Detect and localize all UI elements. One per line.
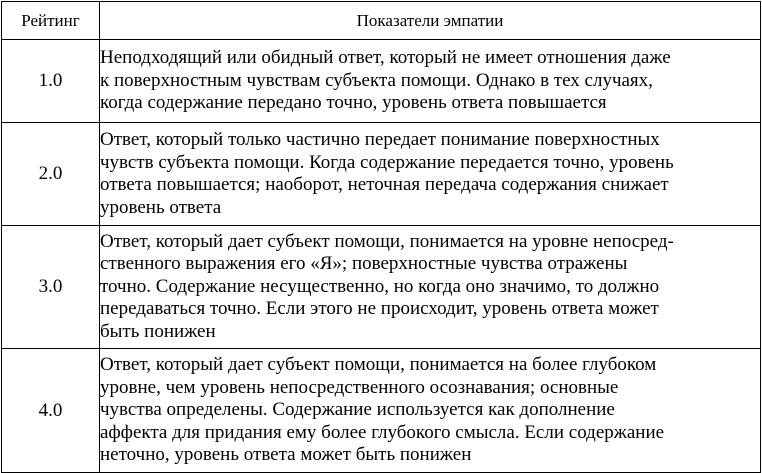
rating-value: 2.0 [2, 123, 100, 226]
empathy-description [100, 123, 761, 226]
description-line: быть понижен [100, 320, 216, 342]
description-line: уровне, чем уровень непосредственного осознавания; основные [100, 376, 619, 398]
empathy-description [100, 349, 761, 473]
description-line: неточно, уровень ответа может быть понижен [100, 444, 472, 466]
table-row [2, 226, 761, 349]
empathy-rating-table [1, 1, 761, 473]
rating-value: 1.0 [2, 40, 100, 123]
description-line: ответа повышается; наоборот, неточная передача содержания снижает [100, 174, 669, 195]
header-rating: Рейтинг [2, 2, 100, 40]
empathy-description [100, 226, 761, 349]
description-line: Ответ, который дает субъект помощи, понимается на уровне непосред- [100, 230, 674, 252]
description-line: точно. Содержание несущественно, но когда оно значимо, то должно [100, 275, 660, 297]
rating-value: 4.0 [2, 349, 100, 473]
empathy-description [100, 40, 761, 123]
description-line: передаваться точно. Если этого не происходит, уровень ответа может [100, 298, 659, 320]
description-line: чувств субъекта помощи. Когда содержание передается точно, уровень [100, 151, 674, 173]
description-line: когда содержание передано точно, уровень ответа повышается [100, 92, 607, 114]
rating-value: 3.0 [2, 226, 100, 349]
header-row [2, 2, 761, 40]
table-row [2, 40, 761, 123]
description-line: Неподходящий или обидный ответ, который не имеет отношения даже [100, 47, 671, 69]
description-line: к поверхностным чувствам субъекта помощи. Однако в тех случаях, [100, 69, 653, 91]
table-row [2, 123, 761, 226]
description-line: уровень ответа [100, 196, 222, 218]
table-row [2, 349, 761, 473]
description-line: Ответ, который только частично передает понимание поверхностных [100, 129, 660, 150]
description-line: чувства определены. Содержание используется как дополнение [100, 399, 615, 421]
description-line: ственного выражения его «Я»; поверхностные чувства отражены [100, 253, 628, 275]
description-line: Ответ, который дает субъект помощи, понимается на более глубоком [100, 354, 657, 376]
description-line: аффекта для придания ему более глубокого смысла. Если содержание [100, 421, 665, 443]
header-indicators: Показатели эмпатии [100, 2, 761, 40]
